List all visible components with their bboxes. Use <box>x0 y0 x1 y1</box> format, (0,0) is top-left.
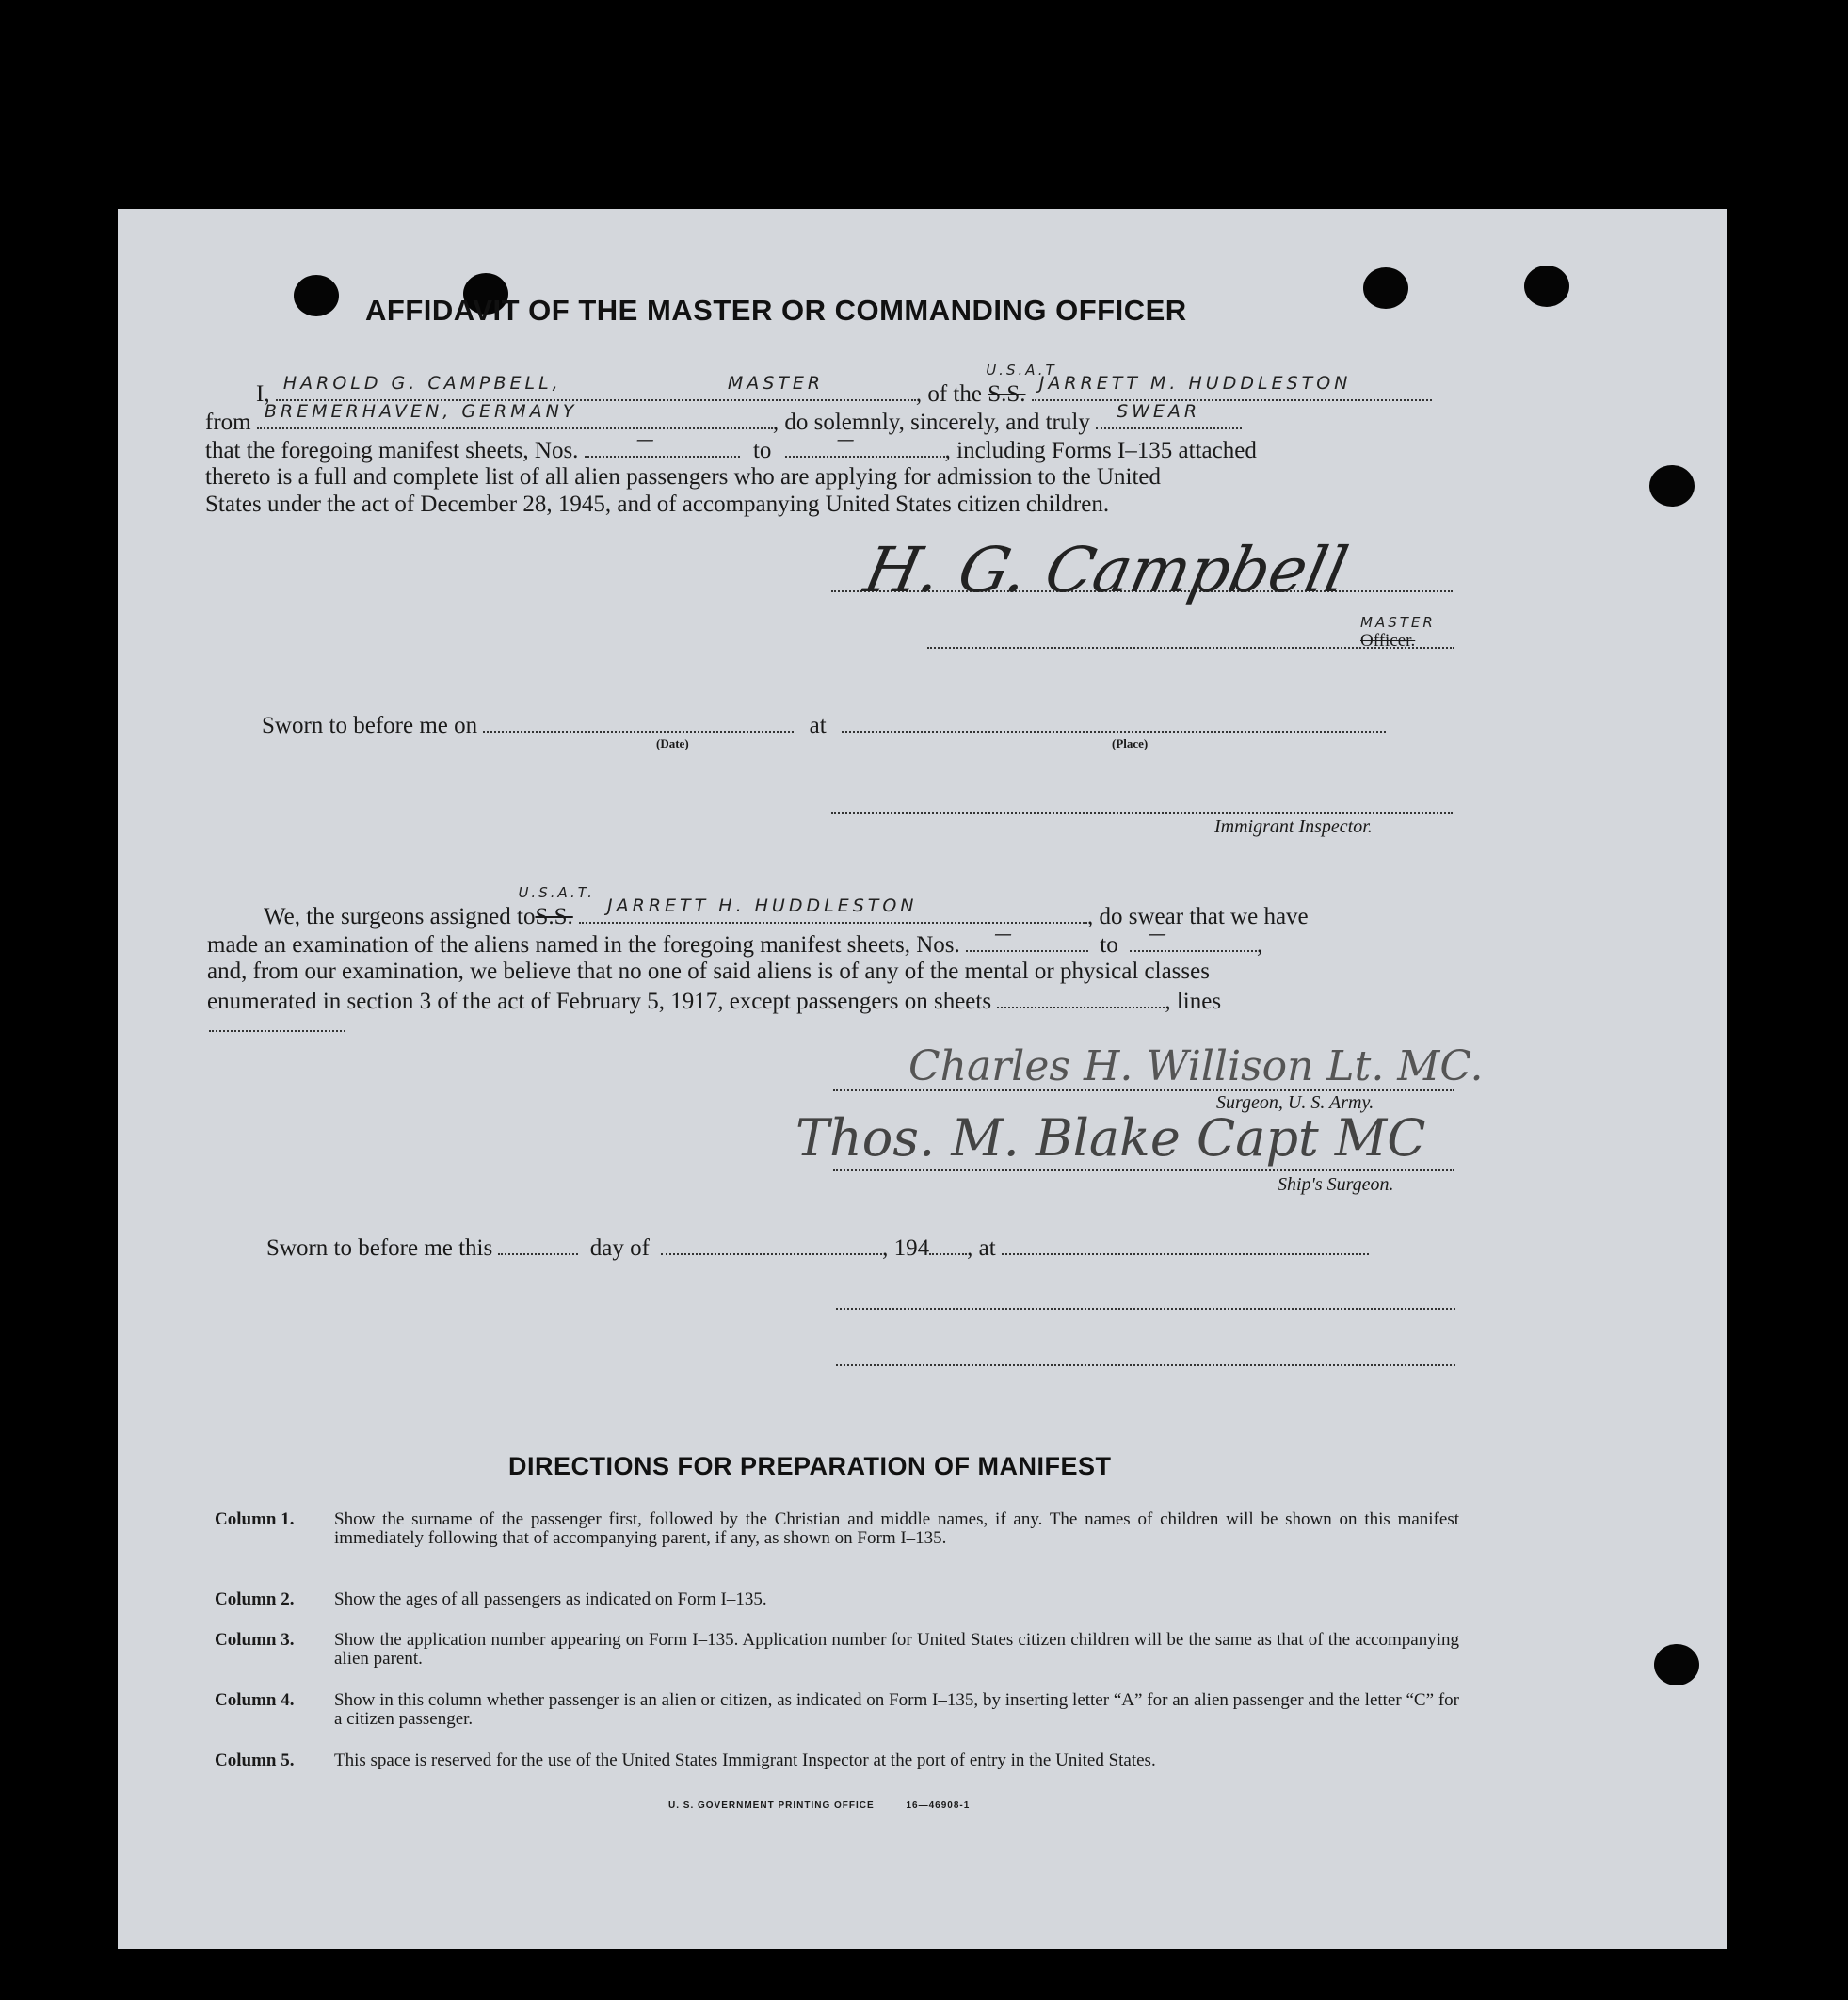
document-page <box>118 209 1727 1949</box>
nos-from: — <box>635 429 658 450</box>
text: , <box>1256 932 1263 958</box>
nos-to-field[interactable] <box>785 429 945 458</box>
punch-hole <box>1649 465 1695 507</box>
lines-field <box>209 1030 345 1032</box>
vessel-name-field[interactable] <box>1032 373 1432 401</box>
text: to <box>1100 932 1118 958</box>
surgeons-line-4 <box>207 986 1221 1016</box>
signature-line <box>836 1308 1455 1310</box>
surgeon-army-caption: Surgeon, U. S. Army. <box>1216 1092 1374 1113</box>
sworn-place-field[interactable] <box>842 710 1386 733</box>
text: enumerated in section 3 of the act of February 5, 1917, except passengers on sheets <box>207 989 992 1014</box>
role-written: MASTER <box>1360 614 1436 631</box>
from-port-field[interactable] <box>257 401 773 429</box>
surgeons-nos-from-field[interactable] <box>966 924 1088 952</box>
vessel-name: JARRETT M. HUDDLESTON <box>1038 373 1352 394</box>
affidavit-line-3 <box>205 429 1257 465</box>
date-caption: (Date) <box>656 736 689 750</box>
text: , including Forms I–135 attached <box>944 438 1257 463</box>
gpo-text: U. S. GOVERNMENT PRINTING OFFICE <box>668 1800 875 1811</box>
surgeons-vessel-name: JARRETT H. HUDDLESTON <box>607 895 918 916</box>
role-struck: Officer. <box>1360 631 1416 651</box>
text: , 194 <box>882 1235 930 1261</box>
text: to <box>752 438 772 463</box>
place-caption: (Place) <box>1112 736 1149 750</box>
ships-surgeon-line <box>833 1169 1454 1171</box>
text: Sworn to before me on <box>262 713 478 738</box>
text: , at <box>967 1235 996 1261</box>
affidavit-line-4: thereto is a full and complete list of all alien passengers who are applying for admission to the United <box>205 464 1162 490</box>
directions-list <box>215 1510 1467 2000</box>
surgeons-line-3: and, from our examination, we believe that no one of said aliens is of any of the mental or physical classes <box>207 959 1210 984</box>
punch-hole <box>1363 267 1408 309</box>
from-port: BREMERHAVEN, GERMANY <box>264 401 578 422</box>
surgeons-line-2 <box>207 924 1263 960</box>
text: made an examination of the aliens named in the foregoing manifest sheets, Nos. <box>207 932 960 958</box>
form-code: 16—46908-1 <box>906 1800 971 1811</box>
text: We, the surgeons assigned to <box>264 904 536 929</box>
text: , do solemnly, sincerely, and truly <box>772 410 1090 435</box>
direction-text: This space is reserved for the use of the United States Immigrant Inspector at the port of entry in the United States. <box>334 1750 1156 1770</box>
sworn-date-line <box>262 710 1386 740</box>
gpo-footer <box>668 1800 970 1811</box>
text: at <box>809 713 827 738</box>
text: I, <box>256 381 270 407</box>
text: , do swear that we have <box>1087 904 1309 929</box>
sworn-day-line <box>266 1233 1369 1263</box>
inspector-caption: Immigrant Inspector. <box>1214 816 1373 837</box>
direction-label: Column 1. <box>215 1509 295 1529</box>
sworn-day-field[interactable] <box>498 1233 578 1255</box>
page-title: AFFIDAVIT OF THE MASTER OR COMMANDING OFFICER <box>365 294 1187 327</box>
direction-text: Show the ages of all passengers as indicated on Form I–135. <box>334 1589 767 1609</box>
except-sheets-field[interactable] <box>997 986 1165 1008</box>
sworn-month-field[interactable] <box>661 1233 882 1255</box>
punch-hole <box>1654 1644 1699 1685</box>
nos-from-field[interactable] <box>585 429 740 458</box>
text: from <box>205 410 251 435</box>
master-name: HAROLD G. CAMPBELL, <box>282 373 562 394</box>
affidavit-line-5: States under the act of December 28, 1945, and of accompanying United States citizen children. <box>205 492 1110 517</box>
direction-text: Show in this column whether passenger is an alien or citizen, as indicated on Form I–135, by inserting letter “A” for an alien passenger and the letter “C” for a citizen passenger. <box>334 1690 1459 1729</box>
nos-to: — <box>836 429 859 450</box>
text: , of the <box>915 381 982 407</box>
signature-line <box>836 1364 1455 1366</box>
master-title: MASTER <box>727 373 825 394</box>
direction-label: Column 3. <box>215 1630 295 1650</box>
surgeons-nos-from: — <box>994 924 1017 944</box>
sworn-year-field[interactable] <box>929 1233 967 1255</box>
struck-ss: S.S. <box>535 904 573 929</box>
sworn-date-field[interactable] <box>483 710 794 733</box>
direction-label: Column 5. <box>215 1750 295 1770</box>
vessel-prefix: U.S.A.T <box>986 362 1057 379</box>
text: Sworn to before me this <box>266 1235 493 1261</box>
text: that the foregoing manifest sheets, Nos. <box>205 438 579 463</box>
vessel-prefix: U.S.A.T. <box>518 884 595 901</box>
text: day of <box>589 1235 650 1261</box>
direction-text: Show the application number appearing on Form I–135. Application number for United States citizen children will be the same as that of the accompanying alien parent. <box>334 1630 1459 1669</box>
oath-word: SWEAR <box>1117 401 1201 422</box>
directions-title: DIRECTIONS FOR PREPARATION OF MANIFEST <box>508 1452 1112 1480</box>
punch-hole <box>294 275 339 316</box>
ships-surgeon-caption: Ship's Surgeon. <box>1278 1174 1394 1195</box>
surgeon-army-signature: Charles H. Willison Lt. MC. <box>908 1042 1484 1090</box>
sworn-at-field[interactable] <box>1002 1233 1369 1255</box>
punch-hole <box>1524 266 1569 307</box>
surgeons-nos-to: — <box>1148 924 1170 944</box>
direction-label: Column 4. <box>215 1690 295 1710</box>
direction-text: Show the surname of the passenger first, followed by the Christian and middle names, if any. The names of children will be shown on this manifest immediately following that of accompanying parent, if any, as shown on Form I–135. <box>334 1509 1459 1548</box>
struck-ss: S.S. <box>988 381 1026 407</box>
inspector-signature-line <box>831 812 1453 814</box>
text: , lines <box>1165 989 1222 1014</box>
oath-field[interactable] <box>1096 401 1242 429</box>
affidavit-line-2 <box>205 401 1242 437</box>
surgeons-nos-to-field[interactable] <box>1130 924 1257 952</box>
direction-label: Column 2. <box>215 1589 295 1609</box>
ships-surgeon-signature: Thos. M. Blake Capt MC <box>795 1108 1426 1168</box>
master-signature: H. G. Campbell <box>858 534 1355 606</box>
